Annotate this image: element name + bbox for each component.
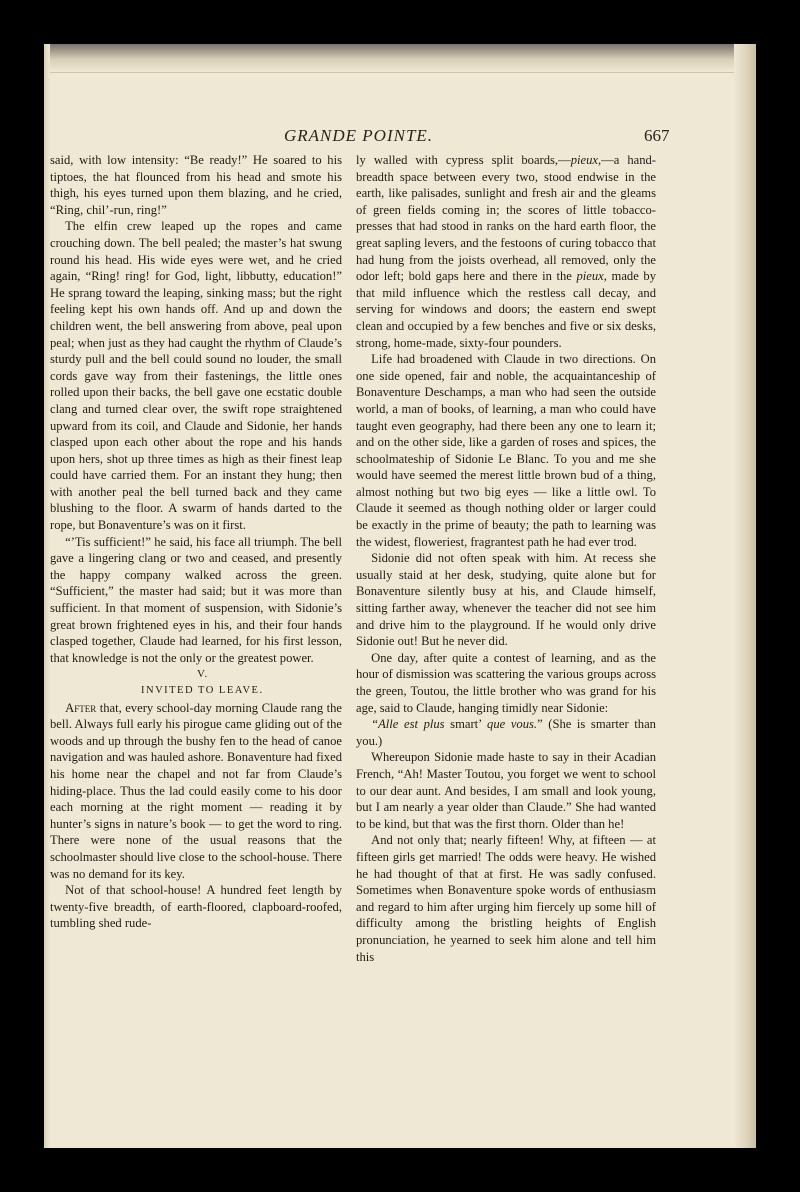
paragraph: said, with low intensity: “Be ready!” He soared to his tiptoes, the hat flounced from his head and smote his thigh, his eyes turned upon them blazing, and he cried, “Ring, chil’-run, ring!” bbox=[50, 153, 342, 217]
page-top-edge bbox=[44, 44, 756, 73]
paragraph: Sidonie did not often speak with him. At recess she usually staid at her desk, studying, quite alone but for Bonaventure silently busy at his, and Claude himself, sitting farther away, whenever the teacher did not see him and drive him to the playground. If he would only drive Sidonie out! But he never did. bbox=[356, 551, 656, 649]
paragraph-text: smart’ bbox=[444, 717, 488, 732]
paragraph: One day, after quite a contest of learning, and as the hour of dismission was scattering the various groups across the green, Toutou, the little brother who was grand for his age, said to Claude, hanging timidly near Sidonie: bbox=[356, 650, 656, 715]
paragraph-text: ,—a hand-breadth space between every two, stood endwise in the earth, like palisades, sunlight and fresh air and the gleams of green fields coming in; the scores of little tobacco-presses that had stood in ranks on the hard earth floor, the great sapling levers, and the festoons of curing tobacco that had hung from the joists overhead, all removed, only the odor left; bold gaps here and there in the bbox=[356, 153, 657, 284]
paragraph bbox=[356, 716, 656, 749]
page-number: 667 bbox=[644, 126, 670, 145]
paragraph: Not of that school-house! A hundred feet length by twenty-five breadth, of earth-floored, clapboard-roofed, tumbling shed rude- bbox=[50, 883, 342, 931]
paragraph-text: , made by that mild influence which the restless call decay, and serving for windows and doors; the eastern end swept clean and occupied by a few benches and five or six desks, strong, home-made, sixty-four pounders. bbox=[356, 269, 656, 350]
running-title: GRANDE POINTE. bbox=[284, 126, 434, 145]
left-column bbox=[50, 152, 342, 932]
paragraph: And not only that; nearly fifteen! Why, at fifteen — at fifteen girls get married! The odds were heavy. He wished he had thought of that at first. He was sadly confused. Sometimes when Bonaventure spoke words of enthusiasm and regard to him after urging him fiercely up some hill of difficulty among the bristling heights of English pronunciation, he yearned to seek him alone and tell him this bbox=[356, 833, 656, 964]
paragraph: Whereupon Sidonie made haste to say in their Acadian French, “Ah! Master Toutou, you forget we went to school to our dear aunt. And besides, I am small and look young, but I am nearly a year older than Claude.” She had wanted to be kind, but that was the first thorn. Older than he! bbox=[356, 750, 656, 831]
paragraph: Life had broadened with Claude in two directions. On one side opened, fair and noble, the acquaintanceship of Bonaventure Deschamps, a man who had seen the outside world, a man of books, of learning, a man who could have taught even geography, had there been any one to learn it; and on the other side, like a garden of roses and spices, the schoolmateship of Sidonie Le Blanc. To you and me she would have seemed the merest little brown bud of a thing, almost nothing but two big eyes — like a little owl. To Claude it seemed as though nothing older or larger could be exactly in the prime of beauty; the path to learning was the widest, floweriest, fragrantest path he had ever trod. bbox=[356, 352, 656, 549]
italic-phrase: que vous. bbox=[487, 717, 538, 732]
right-column bbox=[356, 152, 656, 965]
section-lead-word: After bbox=[65, 700, 97, 715]
italic-phrase: “Alle est plus bbox=[371, 717, 445, 732]
section-title: INVITED TO LEAVE. bbox=[140, 685, 264, 696]
paragraph-text: ” (She is smarter than you.) bbox=[356, 717, 656, 748]
running-head bbox=[44, 124, 734, 148]
paragraph bbox=[50, 700, 342, 883]
paragraph bbox=[356, 152, 656, 351]
paragraph: The elfin crew leaped up the ropes and came crouching down. The bell pealed; the master’s hat swung round his head. His wide eyes were wet, and he cried again, “Ring! ring! for God, light, libbutty, education!” He sprang toward the leaping, sinking mass; but the right feeling kept his own hands off. And up and down the children went, the bell answering from above, peal upon peal; when just as they had caught the rhythm of Claude’s sturdy pull and the bell could sound no louder, the small cords gave way from their fastenings, the little ones rolled upon their backs, the bell gave one ecstatic double clang and turned clear over, the swift rope straightened upward from its coil, and Claude and Sidonie, her hands clasped upon each other about the rope and his hands upon hers, shot up three times as high as their finest leap could have carried them. For an instant they hung; then with another peal the bell turned back and they came blushing to the floor. A swarm of hands darted to the rope, but Bonaventure’s was on it first. bbox=[50, 219, 342, 533]
section-number: V. bbox=[196, 668, 209, 681]
italic-word: pieux bbox=[576, 269, 604, 284]
page-gutter-shadow bbox=[734, 44, 756, 1148]
book-page bbox=[44, 44, 756, 1148]
paragraph-text: that, every school-day morning Claude rang the bell. Always full early his pirogue came gliding out of the woods and up through the bushy fen to the head of canoe navigation and was hauled ashore. Bonaventure had fixed his home near the chapel and not far from Claude’s hiding-place. Thus the lad could easily come to his door each morning at the right moment — reading it by hunter’s signs in nature’s book — to get the word to ring. There were none of the usual reasons that the schoolmaster should live close to the school-house. There was no demand for its key. bbox=[50, 700, 342, 881]
italic-word: pieux bbox=[570, 153, 598, 167]
paragraph-text: ly walled with cypress split boards,— bbox=[356, 153, 571, 167]
paragraph: “’Tis sufficient!” he said, his face all triumph. The bell gave a lingering clang or two and ceased, and presently the happy company walked across the green. “Sufficient,” the master had said; but it was more than sufficient. In that moment of suspension, with Sidonie’s great brown frightened eyes in his, and their four hands clasped together, Claude had learned, for his first lesson, that knowledge is not the only or the greatest power. bbox=[50, 534, 342, 665]
